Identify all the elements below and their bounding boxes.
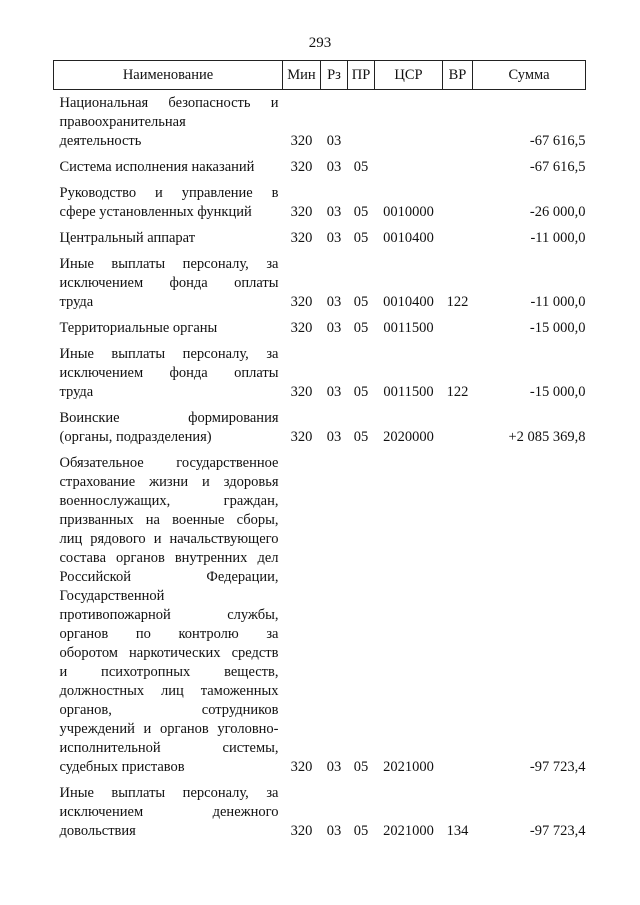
row-name-line: оборотом наркотических средств — [59, 645, 279, 661]
row-pr: 05 — [353, 823, 369, 839]
row-vr — [443, 90, 473, 155]
table-row — [54, 251, 586, 315]
row-rz: 03 — [326, 759, 342, 775]
row-csr: 0010400 — [383, 230, 434, 246]
table-row — [54, 405, 586, 450]
row-pr — [348, 90, 375, 155]
row-name-line: Национальная безопасность и — [59, 95, 279, 111]
row-name-line: (органы, подразделения) — [59, 429, 212, 445]
row-name-line: довольствия — [59, 823, 136, 839]
row-csr: 2021000 — [383, 823, 434, 839]
budget-table — [53, 60, 586, 844]
row-name-line: Российской Федерации, — [59, 569, 279, 585]
row-vr: 134 — [446, 823, 469, 839]
table-body — [54, 90, 586, 845]
row-vr — [443, 154, 473, 180]
row-min: 320 — [290, 320, 313, 336]
row-vr — [443, 315, 473, 341]
row-name-line: органов по контролю за — [59, 626, 279, 642]
row-sum: -11 000,0 — [530, 294, 586, 310]
row-vr — [443, 450, 473, 780]
row-pr: 05 — [353, 759, 369, 775]
row-name-line: сфере установленных функций — [59, 204, 252, 220]
row-pr: 05 — [353, 294, 369, 310]
row-name-line: Иные выплаты персоналу, за — [59, 785, 279, 801]
row-min: 320 — [290, 294, 313, 310]
row-name-line: труда — [59, 294, 94, 310]
row-rz: 03 — [326, 230, 342, 246]
row-min: 320 — [290, 133, 313, 149]
row-csr: 0010000 — [383, 204, 434, 220]
table-row — [54, 225, 586, 251]
table-header — [54, 61, 586, 90]
row-name — [54, 180, 283, 225]
row-rz: 03 — [326, 429, 342, 445]
row-name — [54, 450, 283, 780]
row-pr: 05 — [353, 384, 369, 400]
row-name-line: учреждений и органов уголовно- — [59, 721, 279, 737]
row-csr — [375, 154, 443, 180]
row-name-line: состава органов внутренних дел — [59, 550, 279, 566]
row-sum: -26 000,0 — [529, 204, 586, 220]
row-vr: 122 — [446, 384, 469, 400]
row-name — [54, 90, 283, 155]
row-name-line: Система исполнения наказаний — [59, 159, 255, 175]
row-sum: -11 000,0 — [530, 230, 586, 246]
row-min: 320 — [290, 759, 313, 775]
row-sum: -97 723,4 — [529, 759, 586, 775]
row-name-line: исключением фонда оплаты — [59, 275, 279, 291]
row-name-line: Обязательное государственное — [59, 455, 279, 471]
row-csr: 0011500 — [383, 384, 434, 400]
row-name-line: исключением денежного — [59, 804, 279, 820]
row-name-line: и психотропных веществ, — [59, 664, 279, 680]
header-pr: ПР — [348, 61, 375, 90]
row-pr: 05 — [353, 429, 369, 445]
row-name — [54, 315, 283, 341]
row-vr: 122 — [446, 294, 469, 310]
row-name — [54, 251, 283, 315]
row-name-line: должностных лиц таможенных — [59, 683, 279, 699]
row-min: 320 — [290, 823, 313, 839]
row-name-line: призванных на военные сборы, — [59, 512, 279, 528]
row-pr: 05 — [353, 230, 369, 246]
row-rz: 03 — [326, 823, 342, 839]
header-min: Мин — [283, 61, 321, 90]
row-name-line: исполнительной системы, — [59, 740, 279, 756]
row-csr: 0011500 — [383, 320, 434, 336]
row-min: 320 — [290, 384, 313, 400]
row-sum: +2 085 369,8 — [508, 429, 586, 445]
page-number: 293 — [308, 35, 332, 51]
header-csr: ЦСР — [375, 61, 443, 90]
row-name-line: Воинские формирования — [59, 410, 279, 426]
row-vr — [443, 405, 473, 450]
row-name-line: военнослужащих, граждан, — [59, 493, 279, 509]
row-name-line: исключением фонда оплаты — [59, 365, 279, 381]
row-name-line: органов, сотрудников — [59, 702, 279, 718]
row-name-line: лиц рядового и начальствующего — [59, 531, 279, 547]
row-name-line: судебных приставов — [59, 759, 185, 775]
row-name-line: страхование жизни и здоровья — [59, 474, 279, 490]
row-name-line: Территориальные органы — [59, 320, 218, 336]
row-name-line: Государственной — [59, 588, 165, 604]
header-vr: ВР — [443, 61, 473, 90]
row-sum: -67 616,5 — [529, 133, 586, 149]
row-name-line: Иные выплаты персоналу, за — [59, 256, 279, 272]
row-name — [54, 780, 283, 844]
row-min: 320 — [290, 204, 313, 220]
row-sum: -67 616,5 — [529, 159, 586, 175]
table-row — [54, 341, 586, 405]
row-min: 320 — [290, 159, 313, 175]
row-name — [54, 405, 283, 450]
row-sum: -15 000,0 — [529, 384, 586, 400]
row-csr: 2021000 — [383, 759, 434, 775]
row-name-line: деятельность — [59, 133, 142, 149]
row-rz: 03 — [326, 159, 342, 175]
row-rz: 03 — [326, 133, 342, 149]
row-csr: 0010400 — [383, 294, 434, 310]
row-name-line: противопожарной службы, — [59, 607, 279, 623]
row-pr: 05 — [353, 159, 369, 175]
row-name-line: Иные выплаты персоналу, за — [59, 346, 279, 362]
row-name-line: Центральный аппарат — [59, 230, 196, 246]
row-rz: 03 — [326, 204, 342, 220]
header-rz: Рз — [321, 61, 348, 90]
row-csr — [375, 90, 443, 155]
table-row — [54, 315, 586, 341]
table-row — [54, 180, 586, 225]
table-row — [54, 90, 586, 155]
row-name — [54, 154, 283, 180]
row-rz: 03 — [326, 384, 342, 400]
row-name-line: Руководство и управление в — [59, 185, 279, 201]
row-name-line: правоохранительная — [59, 114, 186, 130]
row-pr: 05 — [353, 320, 369, 336]
row-name-line: труда — [59, 384, 94, 400]
row-rz: 03 — [326, 320, 342, 336]
header-sum: Сумма — [473, 61, 586, 90]
row-vr — [443, 180, 473, 225]
header-name: Наименование — [54, 61, 283, 90]
table-row — [54, 154, 586, 180]
row-name — [54, 341, 283, 405]
row-min: 320 — [290, 230, 313, 246]
row-pr: 05 — [353, 204, 369, 220]
row-csr: 2020000 — [383, 429, 434, 445]
row-rz: 03 — [326, 294, 342, 310]
row-vr — [443, 225, 473, 251]
row-name — [54, 225, 283, 251]
row-sum: -15 000,0 — [529, 320, 586, 336]
row-sum: -97 723,4 — [529, 823, 586, 839]
table-row — [54, 780, 586, 844]
row-min: 320 — [290, 429, 313, 445]
table-row — [54, 450, 586, 780]
